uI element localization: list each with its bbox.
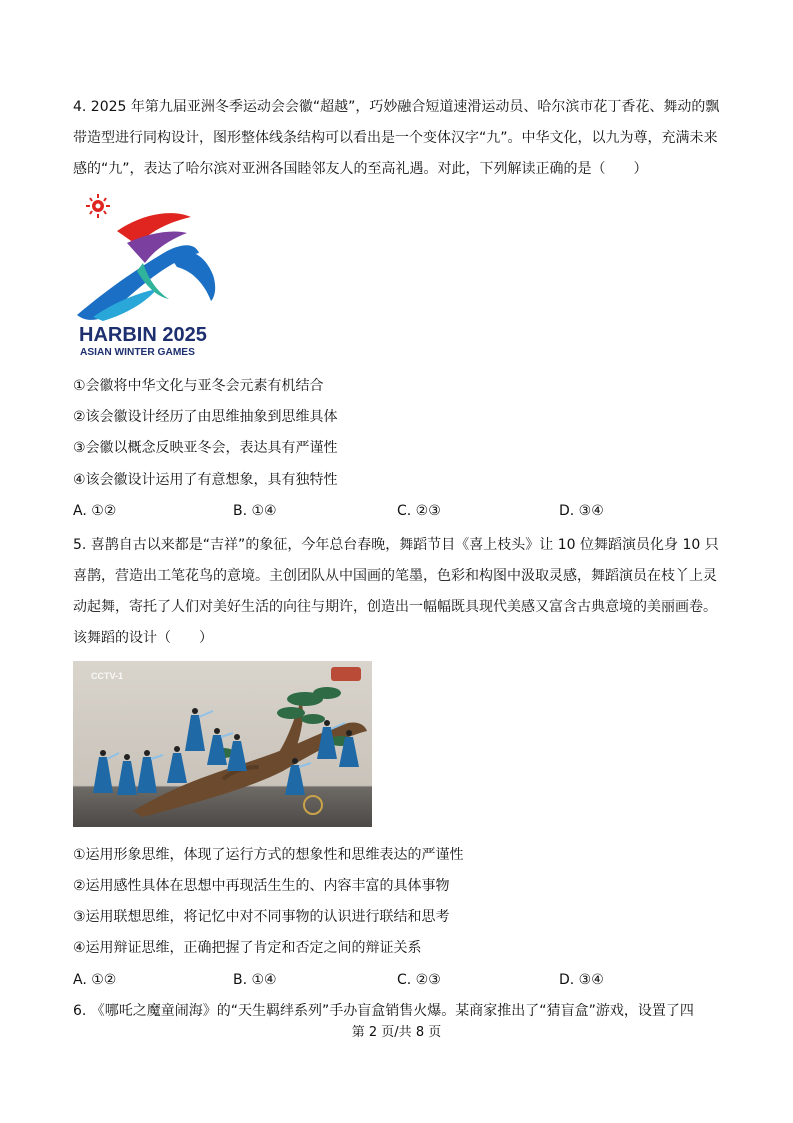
q5-choice-b[interactable]: B. ①④ — [233, 972, 277, 988]
q4-item-1: ①会徽将中华文化与亚冬会元素有机结合 — [73, 378, 324, 394]
harbin-2025-logo — [73, 193, 219, 359]
q5-item-3: ③运用联想思维，将记忆中对不同事物的认识进行联结和思考 — [73, 909, 450, 925]
q5-choices — [73, 970, 725, 990]
q5-item-2: ②运用感性具体在思想中再现活生生的、内容丰富的具体事物 — [73, 878, 450, 894]
dance-performance-photo — [73, 661, 372, 827]
q4-item-3: ③会徽以概念反映亚冬会，表达具有严谨性 — [73, 440, 338, 456]
q5-choice-d[interactable]: D. ③④ — [559, 972, 604, 988]
page-footer: 第 2 页/共 8 页 — [351, 1025, 442, 1040]
q4-choice-c[interactable]: C. ②③ — [397, 503, 441, 519]
q5-choice-a[interactable]: A. ①② — [73, 972, 117, 988]
q4-item-2: ②该会徽设计经历了由思维抽象到思维具体 — [73, 409, 338, 425]
question-6-stem: 6. 《哪吒之魔童闹海》的“天生羁绊系列”手办盲盒销售火爆。某商家推出了“猜盲盒”游戏，设置了四 — [73, 1003, 694, 1019]
q5-item-4: ④运用辩证思维，正确把握了肯定和否定之间的辩证关系 — [73, 940, 422, 956]
q5-choice-c[interactable]: C. ②③ — [397, 972, 441, 988]
q5-item-1: ①运用形象思维，体现了运行方式的想象性和思维表达的严谨性 — [73, 847, 464, 863]
q4-choice-a[interactable]: A. ①② — [73, 503, 117, 519]
question-4-stem: 4. 2025 年第九届亚洲冬季运动会会徽“超越”，巧妙融合短道速滑运动员、哈尔滨市花丁香花、舞动的飘带造型进行同构设计，图形整体线条结构可以看出是一个变体汉字“九”。中华文化，以九为尊，充满未来感的“九”，表达了哈尔滨对亚洲各国睦邻友人的至高礼遇。对此，下列解读正确的是（ ） — [73, 99, 720, 177]
svg-text:CCTV-1: CCTV-1 — [91, 671, 124, 681]
q4-choice-d[interactable]: D. ③④ — [559, 503, 604, 519]
q4-choice-b[interactable]: B. ①④ — [233, 503, 277, 519]
q4-item-4: ④该会徽设计运用了有意想象，具有独特性 — [73, 472, 338, 488]
logo-subtitle: ASIAN WINTER GAMES — [80, 347, 195, 358]
logo-title: HARBIN 2025 — [79, 324, 207, 346]
lilac-sun-icon — [86, 194, 110, 218]
q4-choices — [73, 501, 725, 521]
question-5-stem: 5. 喜鹊自古以来都是“吉祥”的象征，今年总台春晚，舞蹈节目《喜上枝头》让 10 位舞蹈演员化身 10 只喜鹊，营造出工笔花鸟的意境。主创团队从中国画的笔墨，色彩和构图中汲取灵感，舞蹈演员在枝丫上灵动起舞，寄托了人们对美好生活的向往与期许，创造出一幅幅既具现代美感又富含古典意境的美丽画卷。该舞蹈的设计（ ） — [73, 537, 719, 646]
